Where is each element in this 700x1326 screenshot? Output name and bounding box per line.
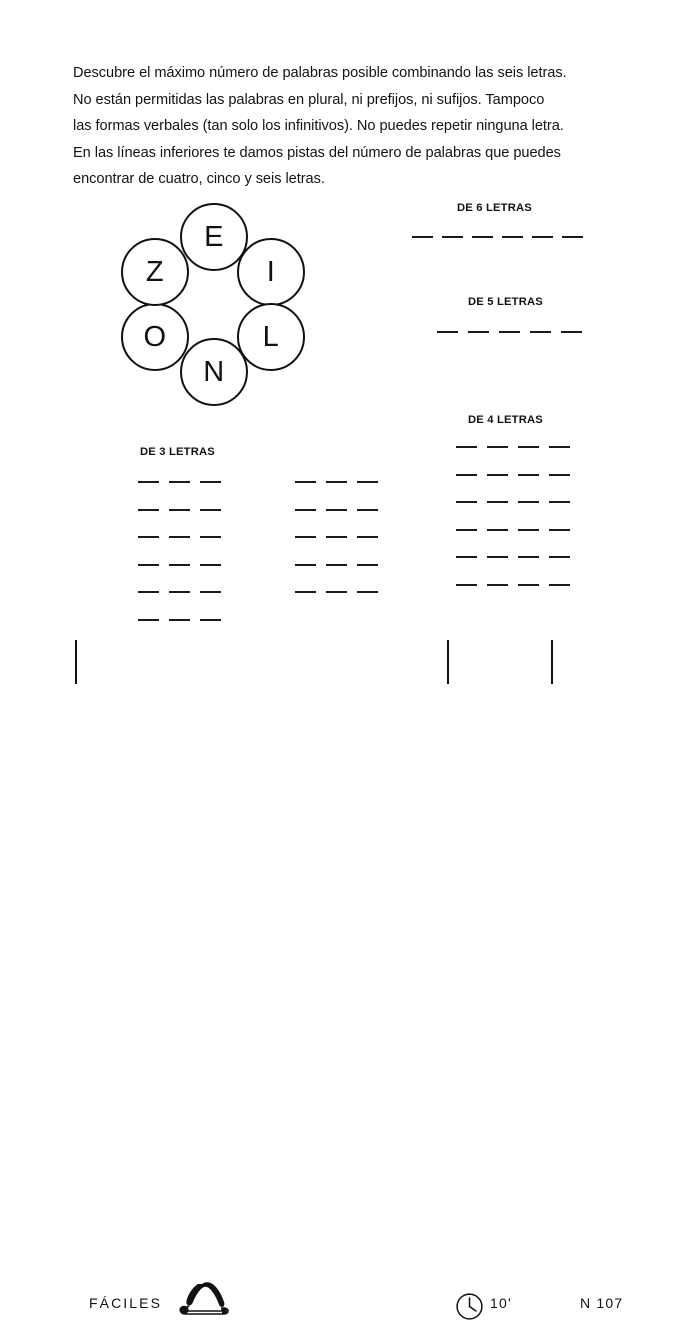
- instructions-line: encontrar de cuatro, cinco y seis letras.: [73, 171, 325, 187]
- instructions-line: Descubre el máximo número de palabras posible combinando las seis letras.: [73, 65, 567, 81]
- answer-grid-six-letters[interactable]: [412, 236, 592, 238]
- difficulty-label: FÁCILES: [89, 1295, 163, 1311]
- answer-four-blank[interactable]: [456, 501, 477, 503]
- answer-four-blank[interactable]: [487, 501, 508, 503]
- answer-three-blank[interactable]: [200, 564, 221, 566]
- section-title-four-letters: DE 4 LETRAS: [468, 414, 543, 426]
- answer-grid-three-letters-column-a[interactable]: [138, 481, 231, 646]
- answer-three-blank[interactable]: [200, 509, 221, 511]
- yoga-pose-icon: [172, 1278, 234, 1318]
- answer-three-blank[interactable]: [169, 591, 190, 593]
- footer-divider-left: [75, 640, 77, 684]
- answer-three-blank[interactable]: [326, 564, 347, 566]
- answer-three-blank[interactable]: [138, 591, 159, 593]
- answer-four-blank[interactable]: [549, 446, 570, 448]
- answer-four-blank[interactable]: [549, 584, 570, 586]
- answer-four-blank[interactable]: [456, 446, 477, 448]
- answer-three-row[interactable]: [138, 536, 231, 538]
- answer-four-row[interactable]: [456, 446, 580, 448]
- answer-four-blank[interactable]: [456, 474, 477, 476]
- answer-three-blank[interactable]: [295, 591, 316, 593]
- answer-three-blank[interactable]: [169, 564, 190, 566]
- answer-three-blank[interactable]: [200, 591, 221, 593]
- answer-four-blank[interactable]: [518, 556, 539, 558]
- letter-wheel: [115, 198, 315, 410]
- answer-four-row[interactable]: [456, 556, 580, 558]
- answer-three-blank[interactable]: [326, 481, 347, 483]
- letter-circle-bottom-right[interactable]: L: [237, 303, 305, 371]
- answer-four-row[interactable]: [456, 501, 580, 503]
- answer-three-blank[interactable]: [357, 536, 378, 538]
- answer-three-row[interactable]: [138, 481, 231, 483]
- answer-three-blank[interactable]: [326, 536, 347, 538]
- answer-four-blank[interactable]: [487, 474, 508, 476]
- answer-three-blank[interactable]: [326, 591, 347, 593]
- answer-three-row[interactable]: [295, 591, 388, 593]
- answer-six-blank[interactable]: [562, 236, 583, 238]
- answer-four-row[interactable]: [456, 474, 580, 476]
- answer-three-blank[interactable]: [138, 509, 159, 511]
- letter-circle-bottom[interactable]: N: [180, 338, 248, 406]
- answer-three-row[interactable]: [138, 591, 231, 593]
- answer-three-blank[interactable]: [169, 481, 190, 483]
- clock-icon: [455, 1292, 484, 1321]
- answer-grid-three-letters-column-b[interactable]: [295, 481, 388, 619]
- answer-grid-five-letters[interactable]: [437, 331, 592, 333]
- answer-four-blank[interactable]: [487, 529, 508, 531]
- answer-four-blank[interactable]: [456, 529, 477, 531]
- letter-circle-top-right[interactable]: I: [237, 238, 305, 306]
- answer-five-blank[interactable]: [437, 331, 458, 333]
- letter-circle-top-left[interactable]: Z: [121, 238, 189, 306]
- answer-three-blank[interactable]: [138, 536, 159, 538]
- answer-three-blank[interactable]: [357, 591, 378, 593]
- answer-six-blank[interactable]: [412, 236, 433, 238]
- answer-three-row[interactable]: [295, 481, 388, 483]
- answer-three-blank[interactable]: [138, 481, 159, 483]
- answer-six-blank[interactable]: [472, 236, 493, 238]
- answer-four-blank[interactable]: [456, 584, 477, 586]
- answer-three-row[interactable]: [295, 536, 388, 538]
- section-title-six-letters: DE 6 LETRAS: [457, 202, 532, 214]
- answer-three-blank[interactable]: [357, 564, 378, 566]
- answer-three-blank[interactable]: [169, 509, 190, 511]
- answer-three-blank[interactable]: [200, 619, 221, 621]
- answer-four-blank[interactable]: [518, 446, 539, 448]
- answer-three-row[interactable]: [138, 619, 231, 621]
- answer-four-blank[interactable]: [518, 584, 539, 586]
- answer-four-blank[interactable]: [518, 529, 539, 531]
- answer-five-blank[interactable]: [499, 331, 520, 333]
- answer-four-blank[interactable]: [487, 556, 508, 558]
- instructions-line: No están permitidas las palabras en plural, ni prefijos, ni sufijos. Tampoco: [73, 91, 545, 108]
- answer-four-blank[interactable]: [549, 501, 570, 503]
- answer-six-blank[interactable]: [442, 236, 463, 238]
- answer-three-row[interactable]: [138, 509, 231, 511]
- footer-divider-middle: [447, 640, 449, 684]
- answer-four-row[interactable]: [456, 529, 580, 531]
- footer: [0, 638, 700, 1311]
- answer-three-blank[interactable]: [200, 536, 221, 538]
- answer-grid-four-letters[interactable]: [456, 446, 580, 611]
- answer-four-blank[interactable]: [518, 501, 539, 503]
- answer-five-blank[interactable]: [468, 331, 489, 333]
- puzzle-number-label: N 107: [580, 1295, 624, 1311]
- answer-three-blank[interactable]: [169, 536, 190, 538]
- answer-four-blank[interactable]: [487, 446, 508, 448]
- answer-four-blank[interactable]: [549, 529, 570, 531]
- answer-five-row[interactable]: [437, 331, 592, 333]
- answer-four-blank[interactable]: [549, 474, 570, 476]
- answer-three-blank[interactable]: [326, 509, 347, 511]
- answer-three-blank[interactable]: [169, 619, 190, 621]
- answer-five-blank[interactable]: [530, 331, 551, 333]
- answer-three-row[interactable]: [138, 564, 231, 566]
- answer-three-blank[interactable]: [138, 564, 159, 566]
- answer-six-row[interactable]: [412, 236, 592, 238]
- answer-five-blank[interactable]: [561, 331, 582, 333]
- time-label: 10': [490, 1295, 512, 1311]
- answer-six-blank[interactable]: [532, 236, 553, 238]
- answer-three-blank[interactable]: [357, 481, 378, 483]
- answer-four-blank[interactable]: [487, 584, 508, 586]
- instructions-line: las formas verbales (tan solo los infinitivos). No puedes repetir ninguna letra.: [73, 118, 564, 134]
- answer-three-blank[interactable]: [357, 509, 378, 511]
- footer-divider-right: [551, 640, 553, 684]
- answer-three-blank[interactable]: [295, 564, 316, 566]
- answer-four-row[interactable]: [456, 584, 580, 586]
- letter-circle-top[interactable]: E: [180, 203, 248, 271]
- answer-four-blank[interactable]: [518, 474, 539, 476]
- answer-three-blank[interactable]: [200, 481, 221, 483]
- answer-three-blank[interactable]: [295, 536, 316, 538]
- answer-four-blank[interactable]: [456, 556, 477, 558]
- instructions-line: En las líneas inferiores te damos pistas del número de palabras que puedes: [73, 144, 561, 161]
- answer-three-blank[interactable]: [138, 619, 159, 621]
- section-title-five-letters: DE 5 LETRAS: [468, 296, 543, 308]
- answer-four-blank[interactable]: [549, 556, 570, 558]
- answer-six-blank[interactable]: [502, 236, 523, 238]
- letter-circle-bottom-left[interactable]: O: [121, 303, 189, 371]
- answer-three-blank[interactable]: [295, 509, 316, 511]
- section-title-three-letters: DE 3 LETRAS: [140, 446, 215, 458]
- answer-three-blank[interactable]: [295, 481, 316, 483]
- answer-three-row[interactable]: [295, 564, 388, 566]
- instructions-block: [73, 60, 629, 193]
- answer-three-row[interactable]: [295, 509, 388, 511]
